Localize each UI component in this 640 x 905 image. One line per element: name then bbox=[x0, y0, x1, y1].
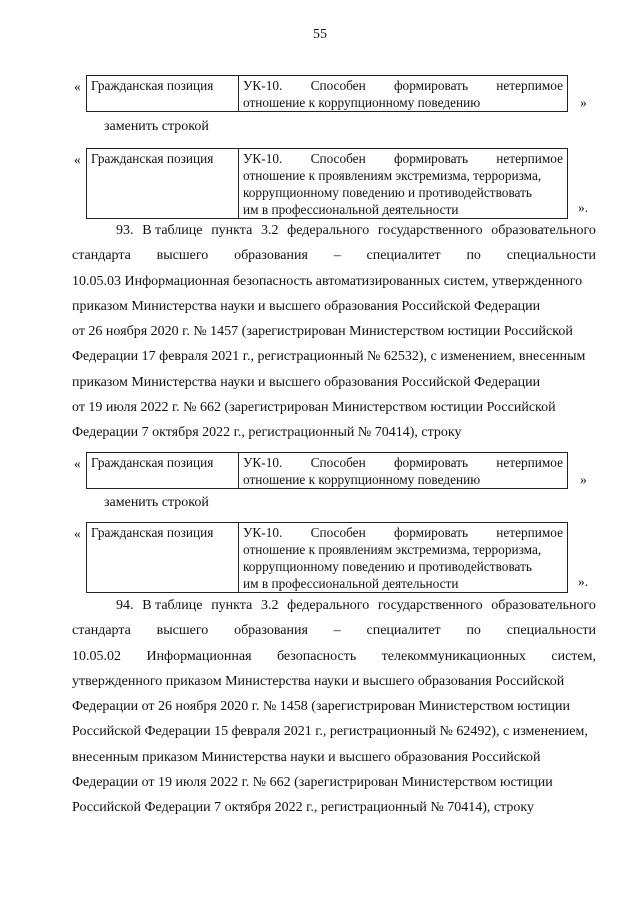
quote-close: » bbox=[580, 472, 587, 487]
paragraph-line: от 26 ноября 2020 г. № 1457 (зарегистрирован Министерством юстиции Российской bbox=[72, 324, 573, 340]
paragraph-line: 93. В таблице пункта 3.2 федерального государственного образовательного bbox=[116, 223, 596, 238]
cell-line: УК-10. Способен формировать нетерпимое bbox=[243, 455, 563, 470]
paragraph-line: утвержденного приказом Министерства науки и высшего образования Российской bbox=[72, 673, 565, 689]
cell-line: отношение к коррупционному поведению bbox=[243, 95, 481, 110]
quote-open: « bbox=[74, 526, 81, 541]
page-number: 55 bbox=[313, 27, 327, 42]
paragraph-line: стандарта высшего образования – специалитет по специальности bbox=[72, 623, 596, 639]
table-cell-competency bbox=[239, 76, 568, 112]
cell-line: УК-10. Способен формировать нетерпимое bbox=[243, 78, 563, 93]
paragraph-line: приказом Министерства науки и высшего образования Российской Федерации bbox=[72, 374, 541, 390]
paragraph-94 bbox=[72, 595, 596, 823]
replace-instruction: заменить строкой bbox=[104, 119, 209, 134]
table-row bbox=[87, 453, 568, 489]
paragraph-line: от 19 июля 2022 г. № 662 (зарегистрирован Министерством юстиции Российской bbox=[72, 400, 556, 416]
paragraph-line: приказом Министерства науки и высшего образования Российской Федерации bbox=[72, 298, 541, 314]
table-cell-competency bbox=[239, 149, 568, 219]
paragraph-line: 94. В таблице пункта 3.2 федерального государственного образовательного bbox=[116, 598, 596, 613]
table-cell-competency bbox=[239, 453, 568, 489]
cell-line: отношение к проявлениям экстремизма, терроризма, bbox=[243, 168, 542, 183]
paragraph-line: Российской Федерации 15 февраля 2021 г., регистрационный № 62492), с изменением, bbox=[72, 724, 588, 740]
table-row bbox=[87, 76, 568, 112]
quote-close-period: ». bbox=[578, 200, 589, 215]
quote-open: « bbox=[74, 152, 81, 167]
quote-close: » bbox=[580, 95, 587, 110]
table-row bbox=[87, 523, 568, 593]
cell-line: УК-10. Способен формировать нетерпимое bbox=[243, 525, 563, 540]
table-cell-competency bbox=[239, 523, 568, 593]
replace-instruction: заменить строкой bbox=[104, 495, 209, 510]
paragraph-line: Российской Федерации 7 октября 2022 г., регистрационный № 70414), строку bbox=[72, 800, 534, 816]
cell-line: отношение к проявлениям экстремизма, терроризма, bbox=[243, 542, 542, 557]
paragraph-93 bbox=[72, 220, 596, 448]
competency-table-row bbox=[86, 522, 568, 593]
cell-line: отношение к коррупционному поведению bbox=[243, 472, 481, 487]
paragraph-line: Федерации 7 октября 2022 г., регистрационный № 70414), строку bbox=[72, 425, 462, 441]
table-cell-category: Гражданская позиция bbox=[87, 149, 239, 219]
paragraph-line: 10.05.03 Информационная безопасность автоматизированных систем, утвержденного bbox=[72, 273, 583, 289]
cell-line: УК-10. Способен формировать нетерпимое bbox=[243, 151, 563, 166]
competency-table-row bbox=[86, 148, 568, 219]
paragraph-line: Федерации от 19 июля 2022 г. № 662 (зарегистрирован Министерством юстиции bbox=[72, 775, 553, 791]
competency-table-row bbox=[86, 75, 568, 112]
table-row bbox=[87, 149, 568, 219]
table-cell-category: Гражданская позиция bbox=[87, 523, 239, 593]
cell-line: им в профессиональной деятельности bbox=[243, 576, 459, 591]
paragraph-line: Федерации от 26 ноября 2020 г. № 1458 (зарегистрирован Министерством юстиции bbox=[72, 699, 570, 715]
quote-close-period: ». bbox=[578, 574, 589, 589]
table-cell-category: Гражданская позиция bbox=[87, 76, 239, 112]
paragraph-line: внесенным приказом Министерства науки и высшего образования Российской bbox=[72, 749, 541, 765]
quote-open: « bbox=[74, 456, 81, 471]
cell-line: им в профессиональной деятельности bbox=[243, 202, 459, 217]
paragraph-line: стандарта высшего образования – специалитет по специальности bbox=[72, 248, 596, 264]
quote-open: « bbox=[74, 79, 81, 94]
competency-table-row bbox=[86, 452, 568, 489]
paragraph-line: Федерации 17 февраля 2021 г., регистрационный № 62532), с изменением, внесенным bbox=[72, 349, 586, 365]
cell-line: коррупционному поведению и противодействовать bbox=[243, 559, 532, 574]
paragraph-line: 10.05.02 Информационная безопасность телекоммуникационных систем, bbox=[72, 648, 596, 664]
cell-line: коррупционному поведению и противодействовать bbox=[243, 185, 532, 200]
table-cell-category: Гражданская позиция bbox=[87, 453, 239, 489]
